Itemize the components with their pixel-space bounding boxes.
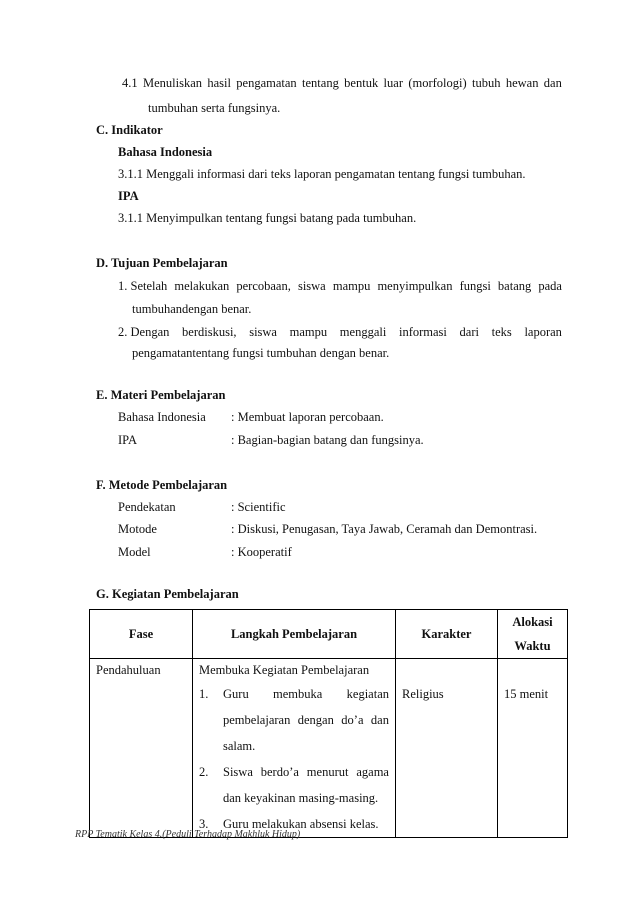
word: berdiskusi, bbox=[182, 325, 237, 339]
step-text bbox=[223, 681, 389, 707]
word: luar bbox=[383, 76, 403, 90]
word: kegiatan bbox=[346, 687, 389, 701]
kegiatan-table bbox=[89, 609, 568, 838]
word: mampu bbox=[289, 325, 328, 339]
langkah-step-1 bbox=[193, 681, 395, 707]
tujuan-item-2-line1 bbox=[118, 325, 562, 340]
header-alokasi-line1: Alokasi bbox=[512, 615, 553, 629]
materi-label: IPA bbox=[118, 433, 137, 447]
indikator-item-bahasa: 3.1.1 Menggali informasi dari teks laporan pengamatan tentang fungsi tumbuhan. bbox=[118, 167, 526, 181]
word: agama bbox=[356, 765, 389, 779]
cell-alokasi bbox=[498, 659, 568, 838]
word: melakukan bbox=[174, 279, 230, 293]
section-g-heading: G. Kegiatan Pembelajaran bbox=[96, 587, 239, 601]
word: teks bbox=[491, 325, 512, 339]
tujuan-item-1-line1 bbox=[118, 279, 562, 294]
header-fase: Fase bbox=[90, 610, 193, 659]
cell-karakter bbox=[396, 659, 498, 838]
kd-4-1-line2: tumbuhan serta fungsinya. bbox=[148, 101, 281, 115]
tujuan-item-1-line2: tumbuhandengan benar. bbox=[132, 302, 252, 316]
word: menggali bbox=[339, 325, 387, 339]
word: pada bbox=[538, 279, 562, 293]
section-d-heading: D. Tujuan Pembelajaran bbox=[96, 256, 228, 270]
header-alokasi bbox=[498, 610, 568, 659]
step-text: dan keyakinan masing-masing. bbox=[223, 791, 379, 805]
word: siswa bbox=[297, 279, 326, 293]
metode-label: Motode bbox=[118, 522, 157, 536]
fase-text: Pendahuluan bbox=[96, 663, 161, 677]
step-text bbox=[223, 759, 389, 785]
word: hewan bbox=[505, 76, 539, 90]
karakter-text: Religius bbox=[402, 687, 444, 701]
materi-value: : Membuat laporan percobaan. bbox=[231, 410, 384, 424]
word: hasil bbox=[207, 76, 231, 90]
word: mampu bbox=[332, 279, 371, 293]
materi-value: : Bagian-bagian batang dan fungsinya. bbox=[231, 433, 424, 447]
step-number: 1. bbox=[199, 687, 209, 701]
tujuan-item-2-line2: pengamatantentang fungsi tumbuhan dengan benar. bbox=[132, 346, 390, 360]
word: dan bbox=[370, 713, 389, 727]
step-text bbox=[223, 707, 389, 733]
section-f-heading: F. Metode Pembelajaran bbox=[96, 478, 228, 492]
header-karakter: Karakter bbox=[396, 610, 498, 659]
word: Menuliskan bbox=[142, 76, 202, 90]
word: menurut bbox=[306, 765, 349, 779]
indikator-subject-bahasa: Bahasa Indonesia bbox=[118, 145, 213, 159]
header-alokasi-line2: Waktu bbox=[514, 639, 551, 653]
word: membuka bbox=[273, 687, 323, 701]
step-text: Guru melakukan absensi kelas. bbox=[223, 817, 379, 831]
word: dan bbox=[543, 76, 562, 90]
word: laporan bbox=[524, 325, 562, 339]
word: berdo’a bbox=[260, 765, 299, 779]
table-row bbox=[90, 659, 568, 838]
step-text: salam. bbox=[223, 739, 256, 753]
cell-langkah bbox=[193, 659, 396, 838]
word: pembelajaran bbox=[223, 713, 291, 727]
word: fungsi bbox=[459, 279, 491, 293]
word: tentang bbox=[302, 76, 339, 90]
word: Siswa bbox=[223, 765, 253, 779]
header-langkah: Langkah Pembelajaran bbox=[193, 610, 396, 659]
word: Guru bbox=[223, 687, 249, 701]
word: informasi bbox=[398, 325, 447, 339]
word: do’a bbox=[341, 713, 364, 727]
section-e-heading: E. Materi Pembelajaran bbox=[96, 388, 226, 402]
word: batang bbox=[497, 279, 532, 293]
langkah-step-1-cont bbox=[193, 733, 395, 759]
section-c-heading: C. Indikator bbox=[96, 123, 163, 137]
step-number: 3. bbox=[199, 817, 209, 831]
langkah-step-1-cont bbox=[193, 707, 395, 733]
word: pengamatan bbox=[236, 76, 297, 90]
word: 1. Setelah bbox=[118, 279, 168, 293]
word: tubuh bbox=[472, 76, 501, 90]
cell-fase bbox=[90, 659, 193, 838]
table-header-row bbox=[90, 610, 568, 659]
alokasi-text: 15 menit bbox=[504, 687, 549, 701]
word: dengan bbox=[297, 713, 334, 727]
word: dari bbox=[459, 325, 479, 339]
kd-4-1-line1 bbox=[122, 76, 562, 91]
word: (morfologi) bbox=[408, 76, 467, 90]
kd-item-number: 4.1 bbox=[122, 76, 138, 90]
word: siswa bbox=[249, 325, 277, 339]
materi-label: Bahasa Indonesia bbox=[118, 410, 206, 424]
langkah-title: Membuka Kegiatan Pembelajaran bbox=[199, 663, 370, 677]
metode-value: : Kooperatif bbox=[231, 545, 292, 559]
word: percobaan, bbox=[236, 279, 291, 293]
langkah-step-2-cont bbox=[193, 785, 395, 811]
metode-value: : Diskusi, Penugasan, Taya Jawab, Ceramah dan Demontrasi. bbox=[231, 522, 538, 536]
metode-label: Model bbox=[118, 545, 151, 559]
indikator-item-ipa: 3.1.1 Menyimpulkan tentang fungsi batang pada tumbuhan. bbox=[118, 211, 417, 225]
langkah-step-2 bbox=[193, 759, 395, 785]
step-number: 2. bbox=[199, 765, 209, 779]
metode-label: Pendekatan bbox=[118, 500, 176, 514]
indikator-subject-ipa: IPA bbox=[118, 189, 139, 203]
word: bentuk bbox=[344, 76, 379, 90]
metode-value: : Scientific bbox=[231, 500, 286, 514]
word: 2. Dengan bbox=[118, 325, 170, 339]
word: menyimpulkan bbox=[377, 279, 453, 293]
page-footer: RPP Tematik Kelas 4.(Peduli Terhadap Makhluk Hidup) bbox=[75, 829, 301, 840]
